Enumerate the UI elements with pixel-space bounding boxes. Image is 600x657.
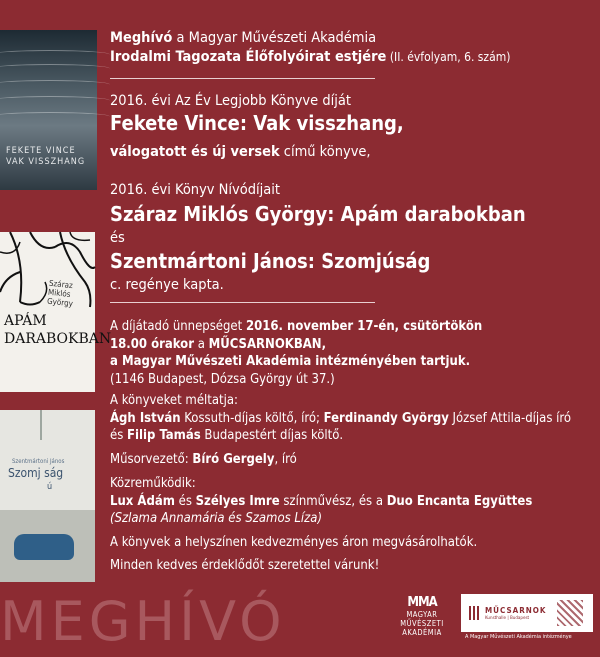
performer-name: Lux Ádám (110, 493, 175, 509)
laudator-name: Ágh István (110, 410, 181, 426)
laudator-desc: Budapestért díjas költő. (200, 428, 344, 443)
award1-subtitle-rest: című könyve, (279, 144, 371, 160)
laudators-heading: A könyveket méltatja: (110, 393, 238, 408)
cover-drip (40, 410, 42, 440)
award1-subtitle-bold: válogatott és új versek (110, 144, 280, 160)
performers (110, 475, 532, 528)
laudators-line-2 (110, 427, 571, 445)
performer-group: Duo Encanta Együttes (386, 493, 533, 509)
cover-title-line: DARABOKBAN (4, 331, 112, 347)
wave-decoration (0, 64, 110, 73)
laudator-name: Ferdinandy György (323, 410, 449, 426)
ceremony-institution: a Magyar Művészeti Akadémia intézményében tartjuk. (110, 354, 471, 369)
cover-book-title: VAK VISSZHANG (6, 157, 86, 167)
performer-members: (Szlama Annamária és Szamos Líza) (110, 511, 323, 526)
host-line (110, 451, 297, 469)
ceremony-line-1 (110, 318, 482, 336)
header-issue: (II. évfolyam, 6. szám) (386, 50, 511, 64)
award1-title: Fekete Vince: Vak visszhang, (110, 111, 404, 135)
ceremony-details (110, 318, 482, 388)
award2-label: 2016. évi Könyv Nívódíjait (110, 182, 280, 198)
header-bold: Irodalmi Tagozata Élőfolyóirat estjére (110, 49, 387, 65)
invitation-header (110, 29, 510, 67)
header-text: a Magyar Művészeti Akadémia (172, 30, 377, 46)
award2-title-1: Száraz Miklós György: Apám darabokban (110, 202, 526, 226)
award2-title-2: Szentmártoni János: Szomjúság (110, 249, 431, 273)
award1-subtitle (110, 143, 371, 161)
cover-title: Szomj ság (8, 466, 64, 480)
wave-decoration (0, 80, 110, 89)
mma-text-line: MŰVÉSZETI (400, 619, 444, 628)
mucsarnok-subtitle: Kunsthalle | Budapest (485, 616, 530, 621)
cover-title-letter: ú (47, 482, 53, 492)
divider (110, 78, 375, 79)
award1-label: 2016. évi Az Év Legjobb Könyve díját (110, 93, 351, 109)
mma-text-line: AKADÉMIA (402, 628, 442, 637)
cover-author: FEKETE VINCE (6, 146, 76, 156)
ceremony-time: 18.00 órakor (110, 336, 194, 352)
ceremony-text: A díjátadó ünnepséget (110, 319, 246, 334)
cover-author-line: Száraz (48, 278, 74, 291)
performer-name: Szélyes Imre (195, 493, 280, 509)
cover-author-line: Miklós (47, 287, 71, 299)
wave-decoration (0, 96, 110, 105)
header-bold: Meghívó (110, 30, 173, 46)
laudator-desc: Kossuth-díjas költő, író; (180, 410, 324, 426)
performer-desc: színművész, és a (279, 493, 387, 509)
performer-and: és (174, 493, 196, 509)
award2-and: és (110, 230, 125, 246)
mucsarnok-columns-icon (469, 606, 479, 620)
cover-author-line: György (46, 296, 74, 309)
laudators-line-1 (110, 410, 571, 428)
award2-suffix: c. regénye kapta. (110, 277, 224, 293)
laudator-and: és (110, 428, 128, 443)
ceremony-date: 2016. november 17-én, csütörtökön (245, 319, 483, 334)
mucsarnok-logo (461, 594, 593, 632)
mucsarnok-name: MŰCSARNOK (485, 606, 547, 615)
wave-decoration (0, 50, 110, 59)
meghivo-title: MEGHÍVÓ (0, 590, 286, 653)
cover-title (6, 146, 85, 168)
performers-heading: Közreműködik: (110, 476, 196, 491)
host-label: Műsorvezető: (110, 452, 193, 467)
mucsarnok-pattern-icon (557, 600, 583, 626)
wave-decoration (0, 112, 110, 121)
laudator-desc: József Attila-díjas író (448, 410, 572, 426)
laudator-name: Filip Tamás (127, 428, 201, 443)
cover-author (47, 279, 76, 309)
ceremony-text: a (194, 336, 209, 352)
cover-title (4, 312, 111, 348)
header-line-1 (110, 29, 510, 48)
mma-text-line: MAGYAR (406, 610, 438, 619)
book-cover-szomjusag (0, 410, 95, 582)
bag-illustration (14, 534, 74, 560)
host-role: , író (274, 452, 297, 467)
performers-line (110, 493, 532, 511)
welcome-note: Minden kedves érdeklődőt szeretettel várunk! (110, 558, 380, 573)
host-name: Bíró Gergely (192, 452, 275, 467)
laudators (110, 392, 571, 445)
book-cover-vak-visszhang (0, 30, 97, 190)
header-line-2 (110, 48, 510, 67)
mma-mark-icon: MMA (407, 595, 437, 610)
cover-title-line: APÁM (4, 313, 47, 329)
books-note: A könyvek a helyszínen kedvezményes áron megvásárolhatók. (110, 535, 478, 550)
mma-logo (397, 595, 447, 637)
ceremony-line-2 (110, 336, 482, 354)
ceremony-address: (1146 Budapest, Dózsa György út 37.) (110, 371, 335, 387)
mucsarnok-caption: A Magyar Művészeti Akadémia intézménye (465, 634, 572, 640)
ceremony-venue: MŰCSARNOKBAN, (208, 336, 327, 352)
divider (110, 302, 375, 303)
ceremony-line-3 (110, 353, 482, 371)
cover-author: Szentmártoni János (12, 458, 65, 465)
book-cover-apam-darabokban (0, 232, 112, 392)
